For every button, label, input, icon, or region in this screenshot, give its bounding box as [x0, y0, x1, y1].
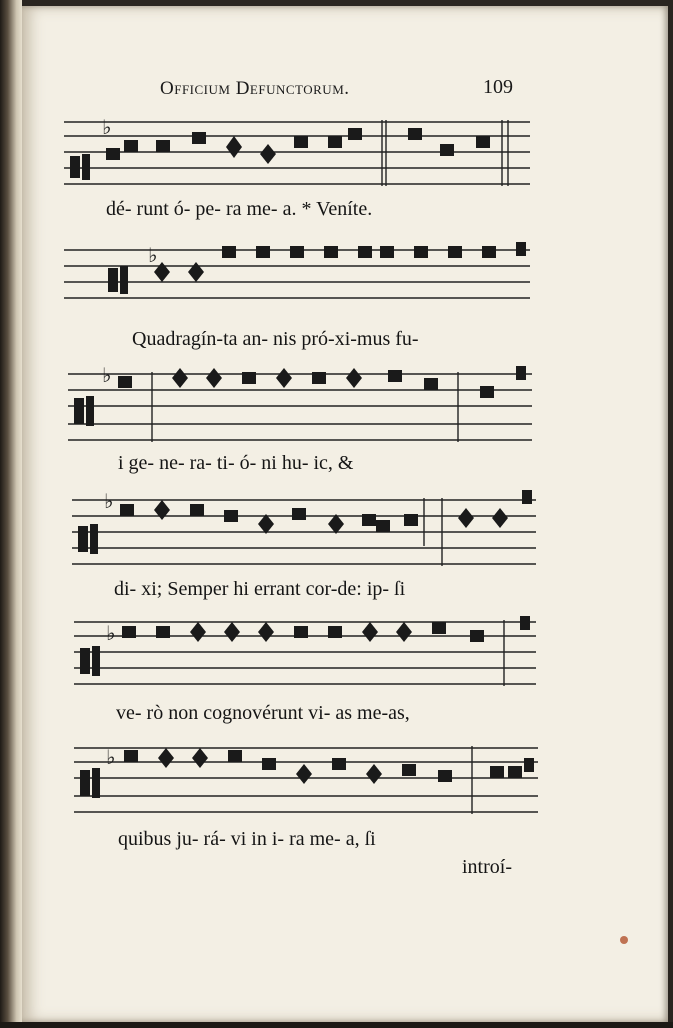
- paper-stain: [620, 936, 628, 944]
- continuation-catchword: introí-: [462, 856, 512, 878]
- lyric-line-1: dé- runt ó- pe- ra me- a. * Veníte.: [106, 198, 373, 220]
- page-number: 109: [483, 76, 513, 98]
- svg-text:♭: ♭: [106, 745, 116, 769]
- header-title: Officium Defunctorum.: [160, 78, 350, 99]
- lyric-line-6: quibus ju- rá- vi in i- ra me- a, ſi: [118, 828, 376, 850]
- lyric-line-5: ve- rò non cognovérunt vi- as me-as,: [116, 702, 410, 724]
- music-staff-1: [62, 114, 532, 194]
- running-header: [160, 74, 520, 104]
- lyric-line-4: di- xi; Semper hi errant cor-de: ip- ſi: [114, 578, 406, 600]
- svg-text:♭: ♭: [102, 115, 112, 139]
- lyric-line-2: Quadragín-ta an- nis pró-xi-mus fu-: [132, 328, 419, 350]
- music-staff-2: [62, 238, 532, 318]
- music-staff-6: [72, 738, 540, 820]
- book-gutter: [0, 0, 22, 1028]
- svg-text:♭: ♭: [148, 243, 158, 267]
- svg-text:♭: ♭: [104, 489, 114, 513]
- music-staff-5: [72, 612, 538, 692]
- svg-text:♭: ♭: [106, 621, 116, 645]
- music-staff-3: [66, 362, 536, 446]
- music-staff-4: [70, 486, 540, 570]
- page-bottom-edge: [0, 1022, 673, 1028]
- svg-text:♭: ♭: [102, 363, 112, 387]
- lyric-line-3: i ge- ne- ra- ti- ó- ni hu- ic, &: [118, 452, 354, 474]
